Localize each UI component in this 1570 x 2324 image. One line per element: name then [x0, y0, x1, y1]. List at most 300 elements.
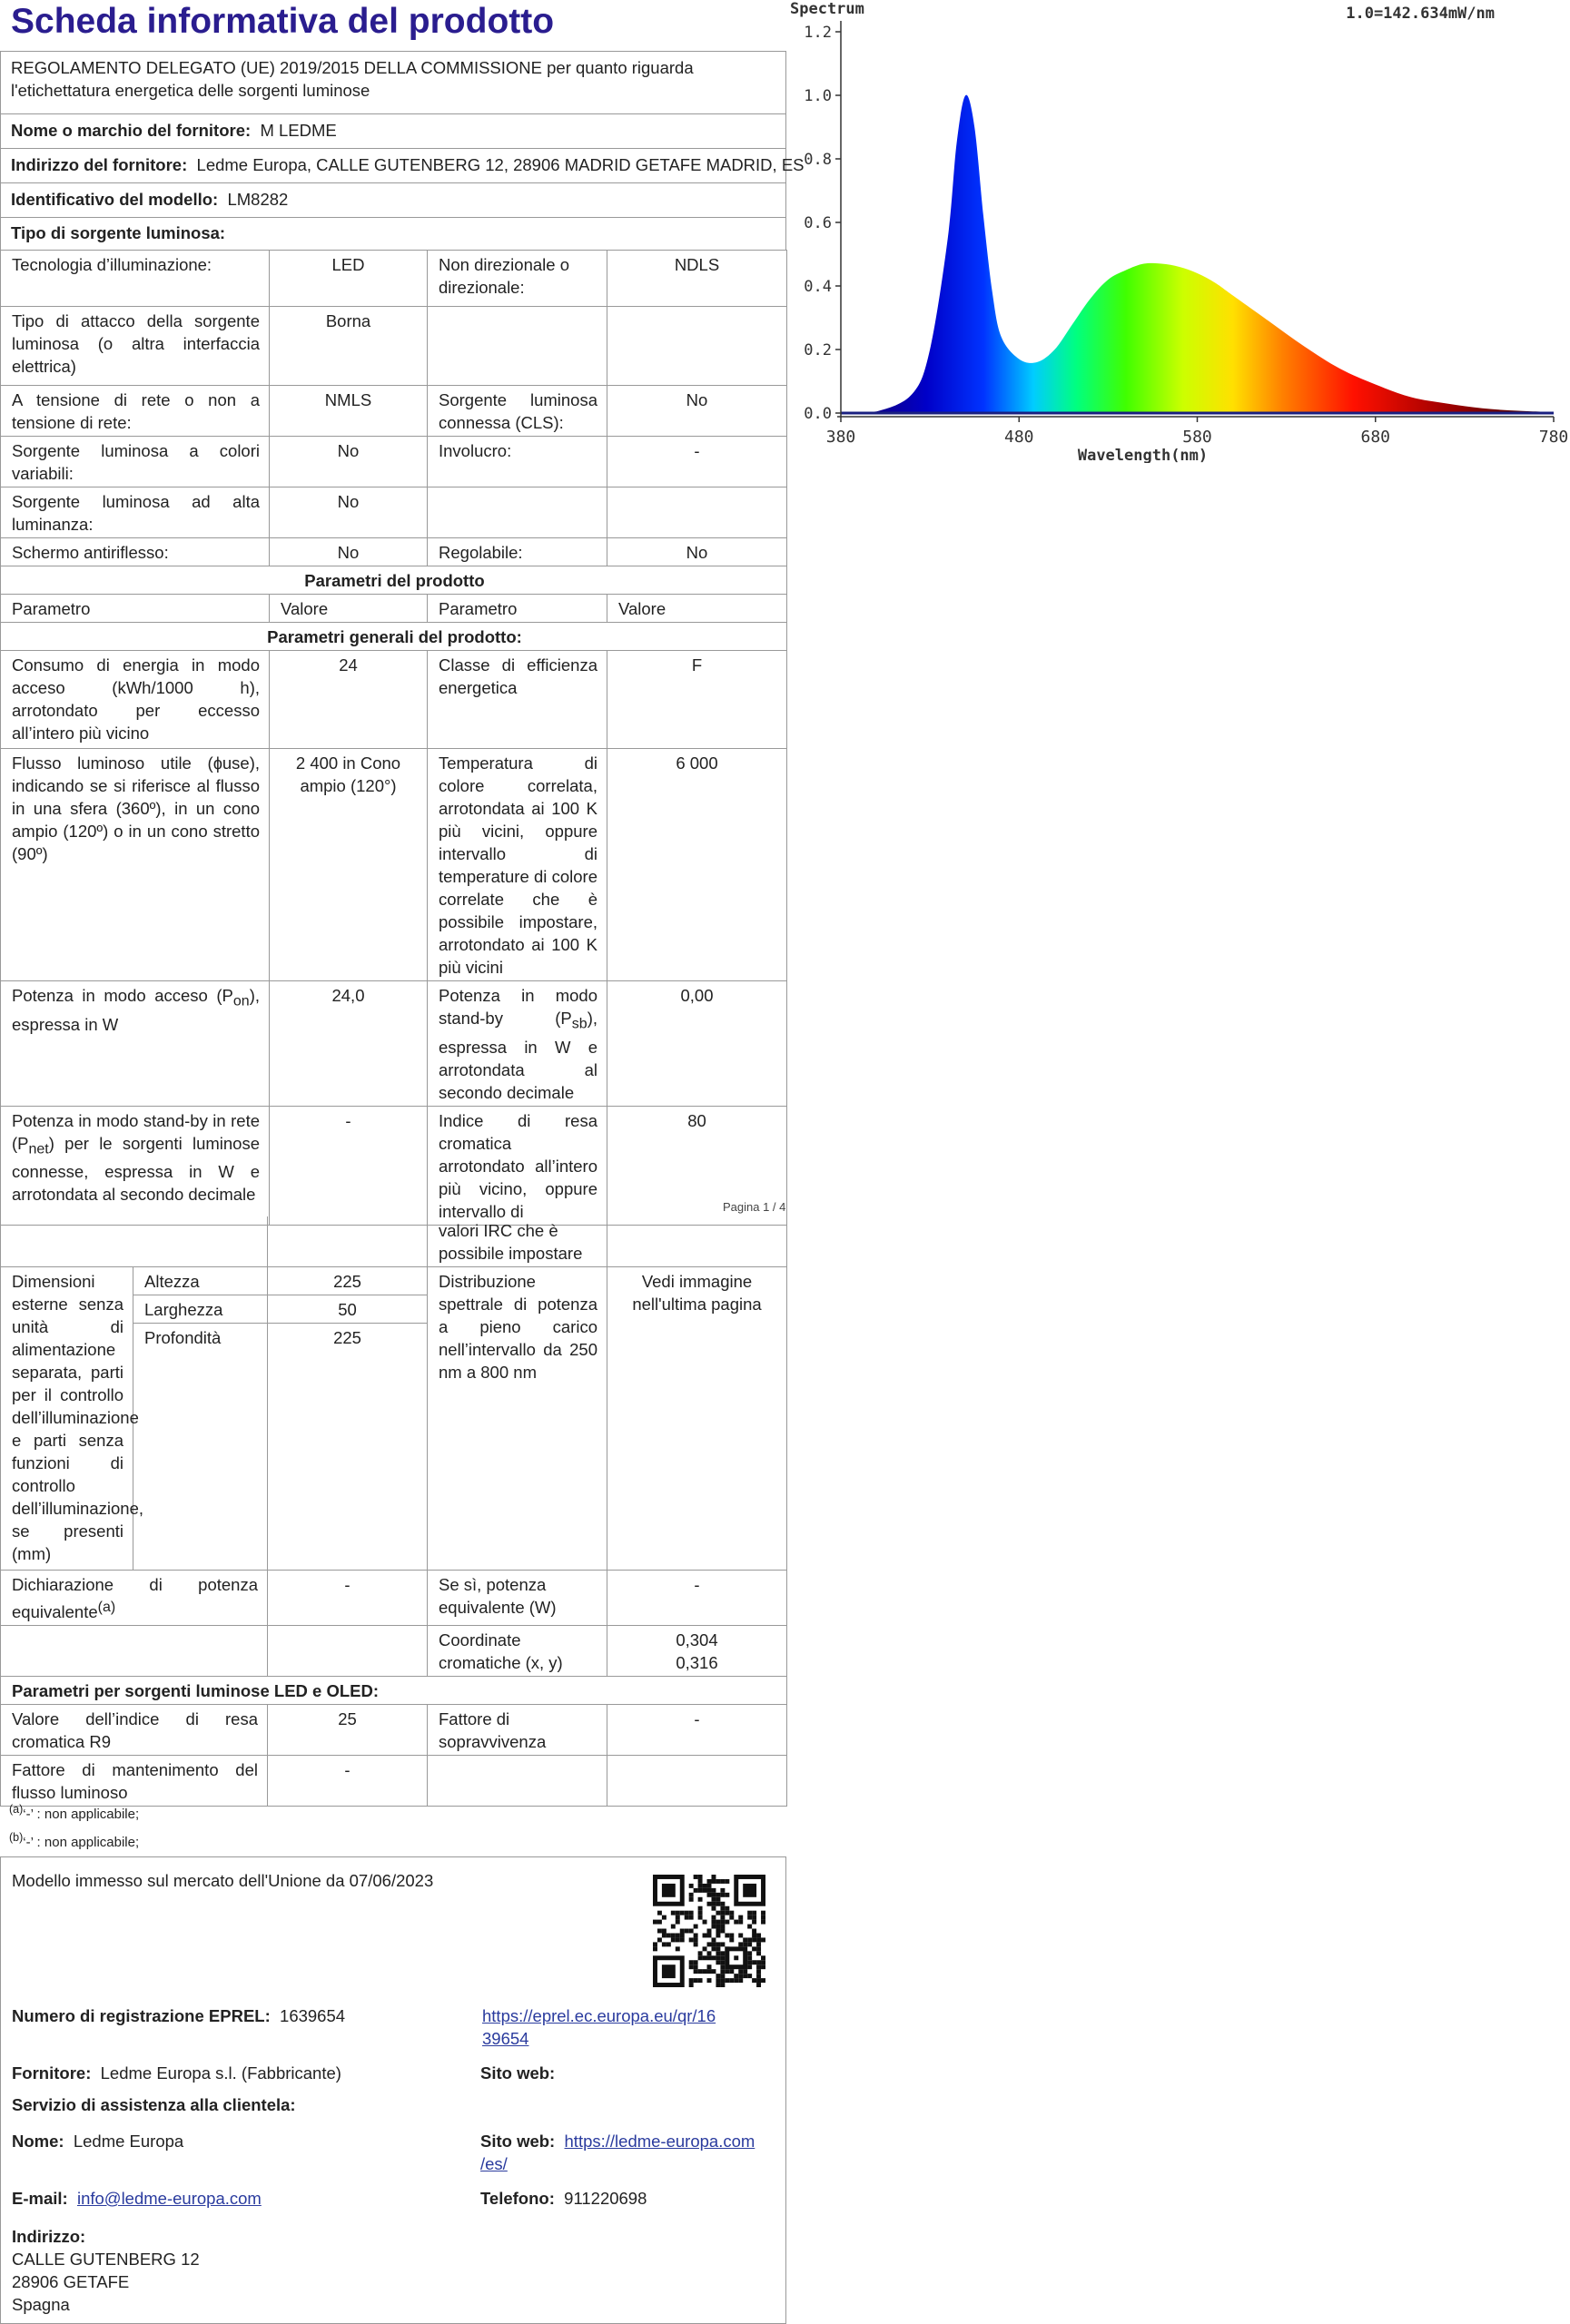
subscript: sb — [571, 1016, 588, 1032]
qr-module — [711, 1946, 716, 1951]
text: ), espressa in W e arrotondata al secondo decimale — [439, 1009, 597, 1102]
r9-label: Valore dell’indice di resa cromatica R9 — [1, 1705, 268, 1756]
website-link[interactable]: https://ledme-europa.com — [564, 2132, 755, 2151]
qr-module — [756, 1937, 761, 1942]
value: 1639654 — [280, 2006, 346, 2025]
table-row — [1, 386, 787, 437]
table-row — [1, 437, 787, 487]
value: Ledme Europa — [73, 2132, 184, 2151]
y-tick-label: 1.0 — [804, 87, 832, 105]
qr-module — [698, 1884, 703, 1888]
qr-module — [694, 1937, 698, 1942]
qr-module — [694, 1933, 698, 1937]
label: Identificativo del modello: — [11, 190, 219, 209]
cell-label: Tecnologia d’illuminazione: — [1, 251, 270, 307]
qr-module — [676, 1937, 680, 1942]
cell-value: No — [607, 538, 787, 566]
label: Nome: — [12, 2132, 64, 2151]
qr-module — [752, 1937, 756, 1942]
market-date: Modello immesso sul mercato dell'Unione da 07/06/2023 — [12, 1871, 434, 1890]
table-row — [1, 538, 787, 566]
qr-module — [761, 1960, 765, 1965]
text: Dichiarazione di potenza equivalente — [12, 1575, 258, 1622]
qr-module — [707, 1929, 712, 1934]
qr-module — [720, 1983, 725, 1987]
cell-empty — [607, 1216, 787, 1267]
qr-module — [676, 1911, 680, 1915]
qr-module — [671, 1933, 676, 1937]
x-tick-label: 480 — [1003, 428, 1034, 447]
table-row — [1, 1571, 787, 1626]
qr-module — [703, 1933, 707, 1937]
qr-module — [747, 1911, 752, 1915]
qr-module — [680, 1937, 685, 1942]
qr-module — [720, 1955, 725, 1960]
qr-module — [743, 1937, 747, 1942]
cell-label: Tipo di attacco della sorgente luminosa (o altra interfaccia elettrica) — [1, 307, 270, 386]
qr-module — [756, 1946, 761, 1951]
qr-module — [707, 1893, 712, 1897]
qr-module — [716, 1911, 720, 1915]
qr-module — [685, 1915, 689, 1920]
qr-module — [743, 1884, 756, 1897]
qr-module — [698, 1888, 703, 1893]
qr-module — [716, 1978, 720, 1983]
dims-height-label: Altezza — [133, 1267, 268, 1295]
r9-value: 25 — [268, 1705, 428, 1756]
qr-module — [725, 1911, 729, 1915]
qr-module — [725, 1969, 729, 1974]
cell-value — [607, 307, 787, 386]
cell-label — [428, 981, 607, 1107]
qr-module — [711, 1937, 716, 1942]
qr-module — [743, 1969, 747, 1974]
chroma-label: Coordinate cromatiche (x, y) — [428, 1626, 607, 1677]
label: Fornitore: — [12, 2063, 92, 2083]
qr-module — [711, 1875, 716, 1879]
qr-module — [694, 1888, 698, 1893]
qr-module — [707, 1969, 712, 1974]
equiv-power-label: Se sì, potenza equivalente (W) — [428, 1571, 607, 1626]
equiv-label — [1, 1571, 268, 1626]
x-tick-label: 380 — [825, 428, 856, 447]
qr-module — [761, 1978, 765, 1983]
qr-module — [711, 1888, 716, 1893]
qr-module — [716, 1897, 720, 1902]
qr-module — [671, 1937, 676, 1942]
qr-module — [716, 1879, 720, 1884]
qr-module — [716, 1920, 720, 1925]
qr-module — [752, 1915, 756, 1920]
cell-value: 24 — [270, 651, 428, 749]
maintenance-value: - — [268, 1756, 428, 1807]
qr-module — [720, 1960, 725, 1965]
qr-module — [685, 1929, 689, 1934]
col-header-param: Parametro — [428, 595, 607, 623]
text: Potenza in modo stand-by in rete (P — [12, 1110, 260, 1153]
qr-module — [729, 1915, 734, 1920]
qr-module — [711, 1920, 716, 1925]
text: ‘-’ : non applicabile; — [23, 1807, 140, 1822]
qr-module — [703, 1888, 707, 1893]
cell-value: F — [607, 651, 787, 749]
label: Sito web: — [480, 2132, 556, 2151]
qr-module — [729, 1969, 734, 1974]
qr-module — [743, 1974, 747, 1978]
qr-module — [747, 1955, 752, 1960]
qr-module — [716, 1893, 720, 1897]
qr-module — [685, 1911, 689, 1915]
x-axis-label: Wavelength(nm) — [1077, 447, 1209, 463]
qr-module — [734, 1974, 738, 1978]
label: Indirizzo del fornitore: — [11, 155, 188, 174]
col-header-value: Valore — [607, 595, 787, 623]
qr-module — [657, 1911, 662, 1915]
x-tick-label: 780 — [1538, 428, 1569, 447]
qr-module — [738, 1942, 743, 1946]
maintenance-label: Fattore di mantenimento del flusso luminoso — [1, 1756, 268, 1807]
qr-module — [720, 1888, 725, 1893]
cell-value: 80 — [607, 1106, 787, 1225]
cell-value: No — [607, 386, 787, 437]
qr-module — [698, 1951, 703, 1955]
qr-module — [662, 1942, 667, 1946]
qr-module — [662, 1965, 676, 1978]
qr-module — [711, 1942, 716, 1946]
value: 911220698 — [564, 2189, 647, 2208]
qr-module — [707, 1951, 712, 1955]
qr-module — [698, 1911, 703, 1915]
y-tick-label: 1.2 — [804, 24, 832, 42]
qr-module — [761, 1937, 765, 1942]
qr-module — [716, 1902, 720, 1906]
qr-module — [725, 1933, 729, 1937]
survival-label: Fattore di sopravvivenza — [428, 1705, 607, 1756]
cell-value: NDLS — [607, 251, 787, 307]
qr-module — [703, 1969, 707, 1974]
address-label: Indirizzo: — [12, 2227, 86, 2246]
qr-module — [703, 1955, 707, 1960]
spectrum-chart — [786, 0, 1570, 463]
cell-label: A tensione di rete o non a tensione di rete: — [1, 386, 270, 437]
qr-module — [756, 1974, 761, 1978]
qr-module — [676, 1920, 680, 1925]
general-section-row — [1, 623, 787, 651]
cell-label: Sorgente luminosa a colori variabili: — [1, 437, 270, 487]
qr-module — [752, 1911, 756, 1915]
cell-label: Flusso luminoso utile (ɸuse), indicando se si riferisce al flusso in una sfera (360º), in un cono ampio (120º) o in un cono stretto (90º) — [1, 749, 270, 981]
qr-module — [738, 1974, 743, 1978]
qr-module — [756, 1951, 761, 1955]
value: Ledme Europa, CALLE GUTENBERG 12, 28906 MADRID GETAFE MADRID, ES — [196, 155, 805, 174]
qr-module — [671, 1925, 676, 1929]
table-row — [1, 1626, 787, 1677]
qr-module — [703, 1920, 707, 1925]
qr-module — [657, 1929, 662, 1934]
cell-empty — [1, 1626, 268, 1677]
qr-module — [729, 1937, 734, 1942]
supplier-info — [12, 2062, 341, 2084]
cell-value: 6 000 — [607, 749, 787, 981]
label: Numero di registrazione EPREL: — [12, 2006, 271, 2025]
footnote-b — [9, 1831, 139, 1850]
qr-module — [752, 1920, 756, 1925]
qr-module — [694, 1960, 698, 1965]
text: ‘-’ : non applicabile; — [23, 1835, 140, 1850]
qr-module — [720, 1911, 725, 1915]
qr-module — [720, 1929, 725, 1934]
cell-value: 24,0 — [270, 981, 428, 1107]
col-header-value: Valore — [270, 595, 428, 623]
qr-module — [689, 1960, 694, 1965]
website-label: Sito web: — [480, 2063, 556, 2083]
superscript: (a) — [9, 1803, 24, 1816]
qr-module — [711, 1902, 716, 1906]
qr-module — [747, 1937, 752, 1942]
subscript: on — [232, 993, 250, 1009]
qr-module — [653, 1942, 657, 1946]
supplier-brand — [11, 119, 337, 142]
qr-module — [698, 1906, 703, 1911]
qr-module — [707, 1955, 712, 1960]
cell-label: Schermo antiriflesso: — [1, 538, 270, 566]
eprel-link[interactable] — [482, 2004, 716, 2050]
equiv-value: - — [268, 1571, 428, 1626]
y-tick-label: 0.8 — [804, 151, 832, 169]
cell-label: valori IRC che è possibile impostare — [428, 1216, 607, 1267]
superscript: (a) — [97, 1600, 116, 1615]
cell-value: No — [270, 437, 428, 487]
qr-module — [698, 1897, 703, 1902]
qr-module — [729, 1911, 734, 1915]
cell-label — [1, 981, 270, 1107]
qr-module — [720, 1942, 725, 1946]
qr-module — [689, 1893, 694, 1897]
qr-module — [707, 1902, 712, 1906]
table-row — [1, 307, 787, 386]
dims-label: Dimensioni esterne senza unità di alimentazione separata, parti per il controllo dell’illuminazione e parti senza funzioni di controllo dell’illuminazione, se presenti (mm) — [1, 1267, 133, 1571]
qr-module — [707, 1933, 712, 1937]
qr-module — [747, 1925, 752, 1929]
qr-module — [662, 1915, 667, 1920]
type-header: Tipo di sorgente luminosa: — [11, 223, 226, 242]
label: Nome o marchio del fornitore: — [11, 121, 252, 140]
qr-module — [698, 1969, 703, 1974]
qr-module — [725, 1879, 729, 1884]
x-tick-label: 680 — [1360, 428, 1391, 447]
dimensions-table — [0, 1216, 787, 1807]
cell-value: - — [270, 1106, 428, 1225]
subscript: net — [28, 1141, 49, 1157]
qr-module — [703, 1884, 707, 1888]
model-id — [11, 188, 288, 211]
table-row — [1, 749, 787, 981]
qr-module — [725, 1906, 729, 1911]
cell-value: LED — [270, 251, 428, 307]
qr-module — [689, 1937, 694, 1942]
qr-module — [698, 1955, 703, 1960]
type-table — [0, 250, 787, 1226]
qr-module — [761, 1911, 765, 1915]
y-tick-label: 0.6 — [804, 214, 832, 232]
qr-module — [720, 1906, 725, 1911]
qr-module — [734, 1920, 738, 1925]
qr-module — [662, 1933, 667, 1937]
qr-module — [698, 1875, 703, 1879]
qr-module — [671, 1911, 676, 1915]
page-number: Pagina 1 / 4 — [723, 1200, 786, 1214]
dims-width: 50 — [268, 1295, 428, 1324]
general-section-title: Parametri generali del prodotto: — [1, 623, 787, 651]
qr-module — [761, 1915, 765, 1920]
cell-label — [1, 1106, 270, 1225]
qr-module — [743, 1942, 747, 1946]
qr-module — [694, 1925, 698, 1929]
led-section-title: Parametri per sorgenti luminose LED e OLED: — [1, 1677, 787, 1705]
qr-module — [676, 1933, 680, 1937]
value: Ledme Europa s.l. (Fabbricante) — [100, 2063, 341, 2083]
qr-module — [711, 1897, 716, 1902]
table-row — [1, 651, 787, 749]
table-row — [1, 1267, 787, 1295]
qr-module — [703, 1946, 707, 1951]
chroma-x: 0,304 — [676, 1630, 718, 1650]
qr-module — [720, 1951, 725, 1955]
qr-module — [725, 1893, 729, 1897]
col-header-param: Parametro — [1, 595, 270, 623]
qr-module — [720, 1969, 725, 1974]
service-name — [12, 2130, 183, 2152]
qr-module — [676, 1915, 680, 1920]
cell-value — [607, 487, 787, 538]
label: E-mail: — [12, 2189, 68, 2208]
qr-module — [738, 1969, 743, 1974]
text: Potenza in modo acceso (P — [12, 986, 233, 1005]
qr-module — [653, 1946, 657, 1951]
address-line: Spagna — [12, 2295, 70, 2314]
page-title: Scheda informativa del prodotto — [11, 2, 555, 41]
qr-module — [689, 1965, 694, 1969]
qr-module — [694, 1978, 698, 1983]
qr-module — [667, 1933, 671, 1937]
footer-box — [0, 1856, 786, 2324]
qr-module — [747, 1974, 752, 1978]
qr-module — [689, 1978, 694, 1983]
qr-module — [689, 1911, 694, 1915]
cell-label: Regolabile: — [428, 538, 607, 566]
regulation-text: REGOLAMENTO DELEGATO (UE) 2019/2015 DELLA COMMISSIONE per quanto riguarda l'etichettatura energetica delle sorgenti luminose — [11, 58, 694, 100]
qr-module — [716, 1974, 720, 1978]
text: ) per le sorgenti luminose connesse, espressa in W e arrotondata al secondo decimale — [12, 1133, 260, 1205]
cell-label: Sorgente luminosa ad alta luminanza: — [1, 487, 270, 538]
qr-module — [720, 1978, 725, 1983]
cell-label: Consumo di energia in modo acceso (kWh/1000 h), arrotondato per eccesso all’intero più vicino — [1, 651, 270, 749]
qr-module — [720, 1902, 725, 1906]
customer-service-title: Servizio di assistenza alla clientela: — [12, 2095, 296, 2114]
qr-module — [707, 1888, 712, 1893]
qr-module — [738, 1978, 743, 1983]
chroma-y: 0,316 — [676, 1653, 718, 1673]
qr-module — [725, 1978, 729, 1983]
cell-value: No — [270, 487, 428, 538]
chroma-value — [607, 1626, 787, 1677]
qr-module — [711, 1879, 716, 1884]
cell-label — [428, 487, 607, 538]
cell-label: Involucro: — [428, 437, 607, 487]
qr-module — [752, 1933, 756, 1937]
qr-module — [694, 1965, 698, 1969]
address-line: 28906 GETAFE — [12, 2272, 130, 2291]
cell-value: NMLS — [270, 386, 428, 437]
value: LM8282 — [227, 190, 289, 209]
supplier-address — [11, 153, 805, 176]
cell-value: 0,00 — [607, 981, 787, 1107]
qr-module — [752, 1946, 756, 1951]
cell-label — [428, 307, 607, 386]
qr-module — [662, 1884, 676, 1897]
qr-module — [680, 1929, 685, 1934]
qr-module — [662, 1929, 667, 1934]
qr-module — [720, 1965, 725, 1969]
qr-module — [729, 1978, 734, 1983]
qr-module — [689, 1929, 694, 1934]
footnote-a — [9, 1803, 139, 1822]
chart-title: Spectrum — [790, 0, 864, 18]
qr-module — [707, 1884, 712, 1888]
qr-module — [707, 1879, 712, 1884]
dims-depth-label: Profondità — [133, 1324, 268, 1571]
link-part[interactable]: 39654 — [482, 2029, 529, 2048]
dims-height: 225 — [268, 1267, 428, 1295]
qr-module — [756, 1933, 761, 1937]
label: Telefono: — [480, 2189, 555, 2208]
qr-module — [752, 1978, 756, 1983]
qr-module — [657, 1920, 662, 1925]
x-tick-label: 580 — [1182, 428, 1212, 447]
qr-module — [756, 1983, 761, 1987]
qr-module — [689, 1983, 694, 1987]
qr-module — [720, 1893, 725, 1897]
qr-module — [711, 1969, 716, 1974]
link-part[interactable]: https://eprel.ec.europa.eu/qr/16 — [482, 2006, 716, 2025]
website-link[interactable]: /es/ — [480, 2154, 508, 2173]
chart-annotation: 1.0=142.634mW/nm — [1346, 5, 1495, 23]
cell-label: Classe di efficienza energetica — [428, 651, 607, 749]
qr-module — [716, 1942, 720, 1946]
qr-module — [698, 1978, 703, 1983]
table-row — [1, 1705, 787, 1756]
cell-label: Non direzionale o direzionale: — [428, 251, 607, 307]
qr-module — [752, 1929, 756, 1934]
service-email — [12, 2187, 262, 2210]
qr-module — [711, 1915, 716, 1920]
survival-value: - — [607, 1705, 787, 1756]
qr-module — [711, 1925, 716, 1929]
table-row — [1, 487, 787, 538]
email-link[interactable]: info@ledme-europa.com — [76, 2189, 262, 2208]
qr-module — [747, 1951, 752, 1955]
qr-module — [734, 1978, 738, 1983]
qr-module — [729, 1933, 734, 1937]
qr-module — [716, 1955, 720, 1960]
params-section-title: Parametri del prodotto — [1, 566, 787, 595]
superscript: (b) — [9, 1831, 24, 1844]
spectrum-area — [841, 95, 1554, 413]
service-website — [480, 2130, 755, 2175]
qr-module — [716, 1951, 720, 1955]
qr-module — [738, 1933, 743, 1937]
qr-module — [720, 1925, 725, 1929]
